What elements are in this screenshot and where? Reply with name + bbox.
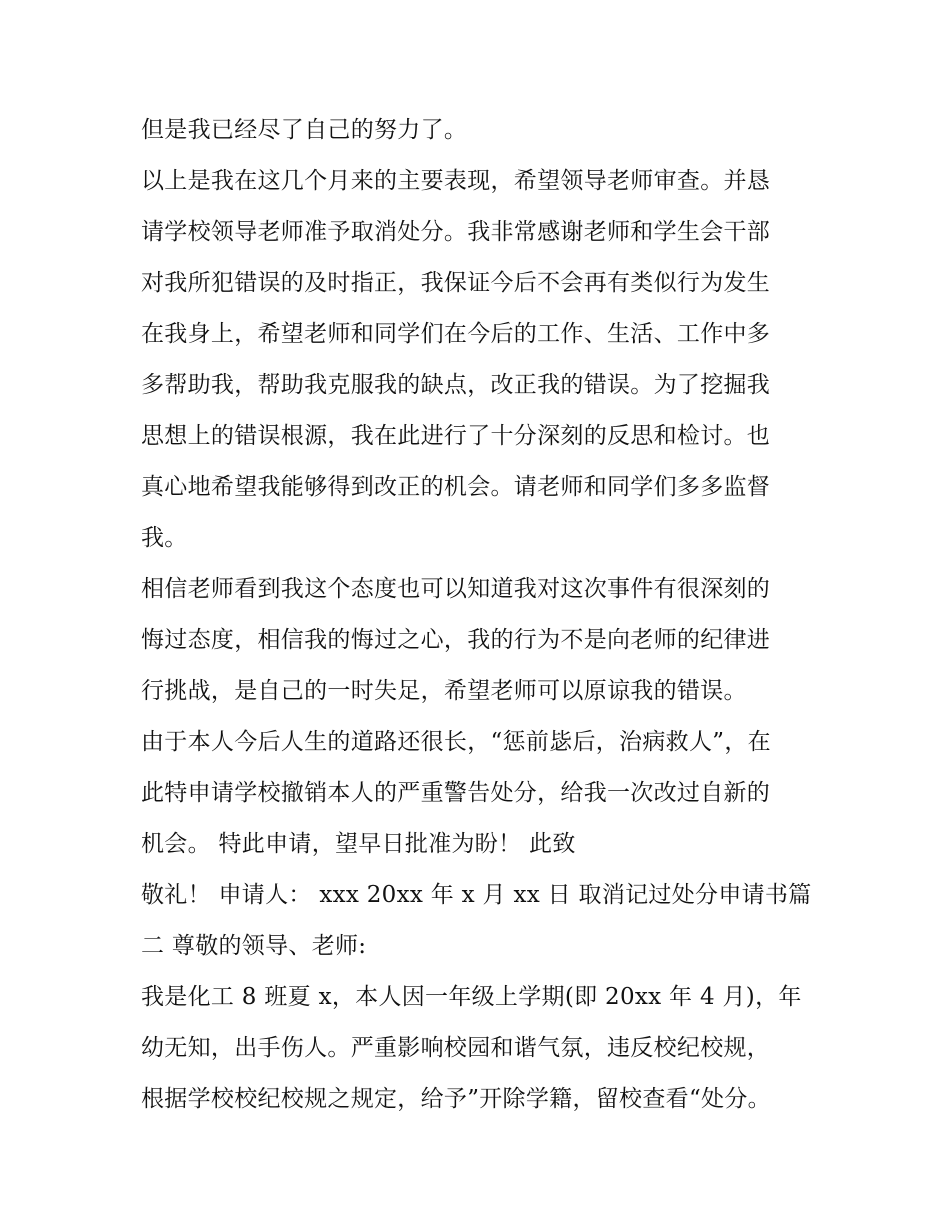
text-line: 我。 bbox=[141, 525, 188, 551]
text-line: 我是化工 8 班夏 x，本人因一年级上学期(即 20xx 年 4 月)，年 bbox=[141, 984, 802, 1010]
text-line: 悔过态度，相信我的悔过之心，我的行为不是向老师的纪律进 bbox=[141, 627, 771, 653]
text-line: 但是我已经尽了自己的努力了。 bbox=[141, 117, 468, 143]
text-line: 在我身上，希望老师和同学们在今后的工作、生活、工作中多 bbox=[141, 321, 771, 347]
text-line: 以上是我在这几个月来的主要表现，希望领导老师审查。并恳 bbox=[141, 168, 771, 194]
text-line: 此特申请学校撤销本人的严重警告处分，给我一次改过自新的 bbox=[141, 780, 771, 806]
document-body bbox=[141, 108, 821, 1128]
text-line: 真心地希望我能够得到改正的机会。请老师和同学们多多监督 bbox=[141, 474, 771, 500]
text-line: 根据学校校纪校规之规定，给予”开除学籍，留校查看“处分。 bbox=[141, 1086, 771, 1112]
text-line: 幼无知，出手伤人。严重影响校园和谐气氛，违反校纪校规， bbox=[141, 1035, 771, 1061]
text-line: 敬礼！ 申请人： xxx 20xx 年 x 月 xx 日 取消记过处分申请书篇 bbox=[141, 882, 812, 908]
text-line: 请学校领导老师准予取消处分。我非常感谢老师和学生会干部 bbox=[141, 219, 771, 245]
text-line: 由于本人今后人生的道路还很长，“惩前毖后，治病救人”，在 bbox=[141, 729, 771, 755]
text-line: 行挑战，是自己的一时失足，希望老师可以原谅我的错误。 bbox=[141, 678, 747, 704]
text-line: 机会。 特此申请，望早日批准为盼！ 此致 bbox=[141, 831, 576, 857]
text-line: 多帮助我，帮助我克服我的缺点，改正我的错误。为了挖掘我 bbox=[141, 372, 771, 398]
text-line: 二 尊敬的领导、老师: bbox=[141, 933, 367, 959]
text-line: 对我所犯错误的及时指正，我保证今后不会再有类似行为发生 bbox=[141, 270, 771, 296]
text-line: 思想上的错误根源，我在此进行了十分深刻的反思和检讨。也 bbox=[141, 423, 771, 449]
text-line: 相信老师看到我这个态度也可以知道我对这次事件有很深刻的 bbox=[141, 576, 771, 602]
